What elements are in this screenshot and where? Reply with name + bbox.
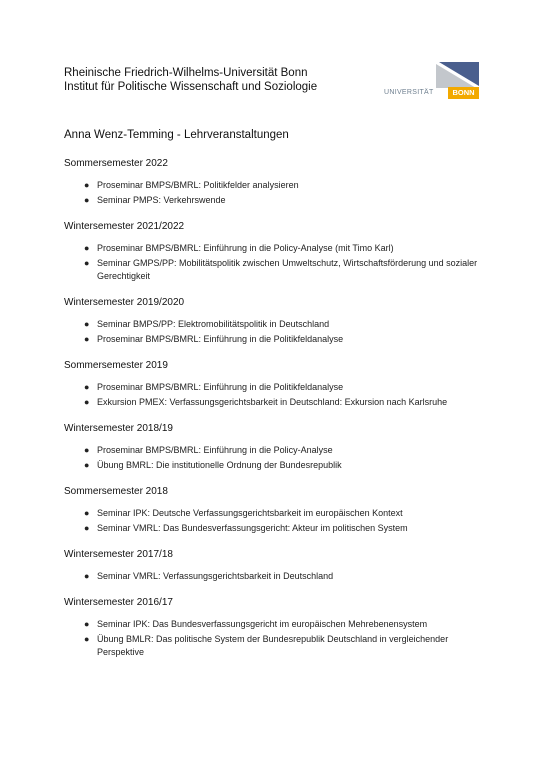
bullet-icon: ● xyxy=(84,523,90,533)
semester-heading: Sommersemester 2018 xyxy=(64,486,168,497)
course-item xyxy=(64,522,494,535)
course-title: Seminar VMRL: Das Bundesverfassungsgericht: Akteur im politischen System xyxy=(97,523,408,533)
bullet-icon: ● xyxy=(84,619,90,629)
course-item xyxy=(64,179,494,192)
course-list xyxy=(64,242,494,283)
bullet-icon: ● xyxy=(84,397,90,407)
logo-mark-icon xyxy=(384,60,479,88)
course-title: Proseminar BMPS/BMRL: Einführung in die Policy-Analyse xyxy=(97,445,333,455)
course-item xyxy=(64,333,494,346)
bullet-icon: ● xyxy=(84,334,90,344)
course-list xyxy=(64,570,494,583)
bullet-icon: ● xyxy=(84,382,90,392)
semester-section xyxy=(64,297,494,346)
course-item xyxy=(64,257,494,283)
institution-header xyxy=(64,66,364,94)
semester-heading: Wintersemester 2017/18 xyxy=(64,549,173,560)
course-item xyxy=(64,459,494,472)
bullet-icon: ● xyxy=(84,195,90,205)
bullet-icon: ● xyxy=(84,258,90,268)
course-item xyxy=(64,444,494,457)
course-title: Proseminar BMPS/BMRL: Einführung in die Politikfeldanalyse xyxy=(97,382,344,392)
course-item xyxy=(64,194,494,207)
course-item xyxy=(64,570,494,583)
course-list xyxy=(64,507,494,535)
course-list xyxy=(64,179,494,207)
bullet-icon: ● xyxy=(84,319,90,329)
bullet-icon: ● xyxy=(84,634,90,644)
semester-section xyxy=(64,221,494,283)
course-list xyxy=(64,618,494,659)
bullet-icon: ● xyxy=(84,571,90,581)
semester-heading: Wintersemester 2018/19 xyxy=(64,423,173,434)
course-title: Seminar VMRL: Verfassungsgerichtsbarkeit in Deutschland xyxy=(97,571,334,581)
course-title: Seminar PMPS: Verkehrswende xyxy=(97,195,226,205)
semester-heading: Wintersemester 2019/2020 xyxy=(64,297,185,308)
course-title: Seminar GMPS/PP: Mobilitätspolitik zwischen Umweltschutz, Wirtschaftsförderung und sozialer Gerechtigkeit xyxy=(97,258,478,281)
document-title: Anna Wenz-Temming - Lehrveranstaltungen xyxy=(64,129,289,141)
course-title: Seminar IPK: Das Bundesverfassungsgericht im europäischen Mehrebenensystem xyxy=(97,619,428,629)
course-item xyxy=(64,396,494,409)
logo-text-universitaet: UNIVERSITÄT xyxy=(384,89,434,96)
semester-section xyxy=(64,158,494,207)
document-content xyxy=(64,128,494,673)
course-title: Proseminar BMPS/BMRL: Einführung in die Politikfeldanalyse xyxy=(97,334,344,344)
semester-heading: Sommersemester 2019 xyxy=(64,360,168,371)
institute-name: Institut für Politische Wissenschaft und Soziologie xyxy=(64,81,318,93)
course-title: Proseminar BMPS/BMRL: Politikfelder analysieren xyxy=(97,180,299,190)
bullet-icon: ● xyxy=(84,180,90,190)
bullet-icon: ● xyxy=(84,243,90,253)
university-logo xyxy=(384,60,479,102)
semester-section xyxy=(64,486,494,535)
semester-section xyxy=(64,549,494,583)
semester-heading: Wintersemester 2016/17 xyxy=(64,597,173,608)
bullet-icon: ● xyxy=(84,508,90,518)
course-list xyxy=(64,381,494,409)
semester-section xyxy=(64,423,494,472)
course-item xyxy=(64,507,494,520)
bullet-icon: ● xyxy=(84,445,90,455)
course-item xyxy=(64,242,494,255)
semester-heading: Wintersemester 2021/2022 xyxy=(64,221,185,232)
course-title: Exkursion PMEX: Verfassungsgerichtsbarkeit in Deutschland: Exkursion nach Karlsruhe xyxy=(97,397,448,407)
course-item xyxy=(64,633,494,659)
course-title: Seminar IPK: Deutsche Verfassungsgerichtsbarkeit im europäischen Kontext xyxy=(97,508,403,518)
bullet-icon: ● xyxy=(84,460,90,470)
course-title: Übung BMLR: Das politische System der Bundesrepublik Deutschland in vergleichender Perspektive xyxy=(97,634,449,657)
course-item xyxy=(64,381,494,394)
logo-text-bonn: BONN xyxy=(448,87,479,99)
course-item xyxy=(64,318,494,331)
course-title: Proseminar BMPS/BMRL: Einführung in die Policy-Analyse (mit Timo Karl) xyxy=(97,243,394,253)
course-item xyxy=(64,618,494,631)
course-list xyxy=(64,318,494,346)
university-name: Rheinische Friedrich-Wilhelms-Universität Bonn xyxy=(64,67,308,79)
course-title: Seminar BMPS/PP: Elektromobilitätspolitik in Deutschland xyxy=(97,319,330,329)
semester-list xyxy=(64,158,494,659)
semester-section xyxy=(64,597,494,659)
course-title: Übung BMRL: Die institutionelle Ordnung der Bundesrepublik xyxy=(97,460,342,470)
semester-heading: Sommersemester 2022 xyxy=(64,158,168,169)
course-list xyxy=(64,444,494,472)
semester-section xyxy=(64,360,494,409)
